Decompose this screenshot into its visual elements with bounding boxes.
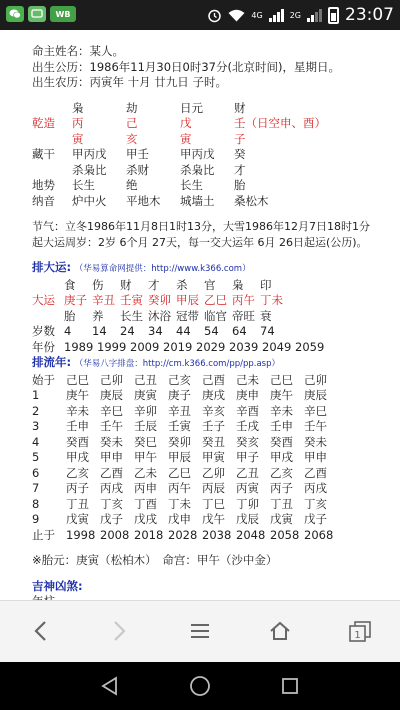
forward-button[interactable]: [100, 613, 140, 649]
liunian-row-label: 3: [32, 419, 40, 433]
signal-icon-2: [307, 9, 322, 22]
liunian-cell: 辛未: [66, 403, 89, 418]
dayun-shishen-row: 食 伤 财 才 杀 官 枭 印: [64, 277, 272, 292]
signal-icon: [269, 9, 284, 22]
dayun-title-row: [32, 260, 400, 278]
liunian-row: [32, 373, 400, 389]
grid-canggan-row: 藏干 甲丙戊 甲壬 甲丙戊 癸: [32, 147, 246, 161]
liunian-cell: 丙午: [168, 481, 191, 495]
liunian-cell: 己酉: [202, 372, 225, 387]
liunian-cell: 乙巳: [168, 465, 191, 480]
notification-icons: [6, 6, 76, 22]
liunian-cell: 己巳: [270, 372, 293, 387]
liunian-row-label: 7: [32, 481, 40, 495]
liunian-row-label: 6: [32, 465, 40, 480]
liunian-title: 排流年:: [32, 355, 72, 369]
info-lunar: 出生农历：丙寅年 十月 廿九日 子时。: [32, 75, 227, 89]
nav-home-button[interactable]: [178, 668, 222, 704]
liunian-row: [32, 404, 400, 420]
liunian-cell: 癸亥: [236, 434, 259, 449]
liunian-cell: 癸未: [304, 434, 327, 449]
grid-dishi-row: 地势 长生 绝 长生 胎: [32, 178, 246, 192]
grid-qianzao-row: 乾造 丙 己 戊 壬（日空申、酉）: [32, 116, 326, 130]
liunian-cell: 甲申: [100, 450, 123, 464]
liunian-row: [32, 497, 400, 513]
liunian-cell: 丁亥: [100, 496, 123, 511]
liunian-cell: 甲戌: [270, 450, 293, 464]
liunian-cell: 甲戌: [66, 450, 89, 464]
jieqi-line-2: 起大运周岁：2岁 6个月 27天，每一交大运年 6月 26日起运(公历)。: [32, 235, 368, 249]
liunian-row-label: 8: [32, 496, 40, 511]
dayun-title: 排大运:: [32, 260, 72, 274]
dayun-years-row: 年份 1989 1999 2009 2019 2029 2039 2049 2059: [32, 339, 325, 354]
liunian-cell: 丙子: [270, 481, 293, 495]
grid-nayin-row: 纳音 炉中火 平地木 城墙土 桑松木: [32, 193, 269, 208]
home-button[interactable]: [260, 613, 300, 649]
liunian-cell: 己亥: [168, 372, 191, 387]
liunian-cell: 乙卯: [202, 465, 225, 480]
liunian-row: [32, 512, 400, 528]
liunian-cell: 戊午: [202, 512, 225, 526]
square-recents-icon: [281, 677, 299, 695]
menu-button[interactable]: [180, 613, 220, 649]
liunian-cell: 甲寅: [202, 450, 225, 464]
liunian-cell: 癸酉: [66, 434, 89, 449]
liunian-cell: 乙酉: [100, 465, 123, 480]
liunian-cell: 己巳: [66, 372, 89, 387]
liunian-cell: 戊戌: [134, 512, 157, 526]
liunian-cell: 壬申: [270, 419, 293, 433]
liunian-cell: 丙辰: [202, 481, 225, 495]
liunian-row: [32, 466, 400, 482]
liunian-cell: 庚午: [270, 388, 293, 402]
chevron-right-icon: [113, 620, 127, 642]
liunian-cell: 癸酉: [270, 434, 293, 449]
circle-home-icon: [189, 675, 211, 697]
back-button[interactable]: [20, 613, 60, 649]
dayun-ages-row: 岁数 4 14 24 34 44 54 64 74: [32, 324, 275, 338]
nav-back-button[interactable]: [88, 668, 132, 704]
liunian-cell: 庚子: [168, 388, 191, 402]
grid-branches-row: 寅 亥 寅 子: [72, 131, 246, 146]
network-type-1: 4G: [251, 10, 263, 20]
wb-app-icon: WB: [50, 6, 76, 22]
liunian-cell: 壬寅: [168, 419, 191, 433]
chevron-left-icon: [33, 620, 47, 642]
liunian-end-row: 止于 1998 2008 2018 2028 2038 2048 2058 2068: [32, 527, 334, 542]
liunian-row-label: 5: [32, 450, 40, 464]
liunian-row: [32, 481, 400, 497]
tab-count: 1: [354, 630, 361, 641]
liunian-cell: 乙酉: [304, 465, 327, 480]
liunian-cell: 辛未: [270, 403, 293, 418]
liunian-cell: 壬辰: [134, 419, 157, 433]
liunian-cell: 己丑: [134, 372, 157, 387]
liunian-cell: 戊辰: [236, 512, 259, 526]
liunian-title-row: [32, 355, 400, 373]
liunian-cell: 庚寅: [134, 388, 157, 402]
liunian-cell: 丁亥: [304, 496, 327, 511]
liunian-cell: 戊子: [304, 512, 327, 526]
menu-icon: [190, 623, 210, 639]
liunian-cell: 丁卯: [236, 496, 259, 511]
liunian-cell: 庚辰: [304, 388, 327, 402]
liunian-cell: 丁巳: [202, 496, 225, 511]
liunian-cell: 癸卯: [168, 434, 191, 449]
liunian-cell: 壬午: [304, 419, 327, 433]
liunian-cell: 壬午: [100, 419, 123, 433]
status-right: [207, 5, 394, 25]
alarm-icon: [207, 8, 222, 23]
liunian-cell: 壬申: [66, 419, 89, 433]
liunian-cell: 庚辰: [100, 388, 123, 402]
liunian-cell: 戊寅: [66, 512, 89, 526]
liunian-cell: 壬戌: [236, 419, 259, 433]
status-bar: [0, 0, 400, 30]
liunian-cell: 甲午: [134, 450, 157, 464]
liunian-row: [32, 435, 400, 451]
liunian-cell: 癸丑: [202, 434, 225, 449]
liunian-cell: 丁丑: [66, 496, 89, 511]
liunian-cell: 乙丑: [236, 465, 259, 480]
liunian-row-label: 始于: [32, 372, 55, 387]
network-type-2: 2G: [289, 10, 301, 20]
liunian-cell: 甲辰: [168, 450, 191, 464]
liunian-cell: 辛丑: [168, 403, 191, 418]
liunian-cell: 丙申: [134, 481, 157, 495]
liunian-row: [32, 450, 400, 466]
liunian-cell: 丙戌: [100, 481, 123, 495]
liunian-cell: 乙未: [134, 465, 157, 480]
tabs-icon: [348, 620, 372, 642]
liunian-cell: 辛亥: [202, 403, 225, 418]
liunian-cell: 丙寅: [236, 481, 259, 495]
nav-recents-button[interactable]: [268, 668, 312, 704]
liunian-cell: 丁酉: [134, 496, 157, 511]
liunian-cell: 戊申: [168, 512, 191, 526]
liunian-cell: 丙子: [66, 481, 89, 495]
liunian-cell: 戊寅: [270, 512, 293, 526]
clock: 23:07: [345, 5, 394, 25]
liunian-cell: 乙亥: [66, 465, 89, 480]
liunian-cell: 戊子: [100, 512, 123, 526]
liunian-row-label: 1: [32, 388, 40, 402]
bazi-grid: [32, 101, 400, 210]
liunian-cell: 庚戌: [202, 388, 225, 402]
liunian-row-label: 9: [32, 512, 40, 526]
liunian-cell: 己卯: [100, 372, 123, 387]
liunian-cell: 壬子: [202, 419, 225, 433]
liunian-cell: 庚午: [66, 388, 89, 402]
liunian-cell: 乙亥: [270, 465, 293, 480]
liunian-row: [32, 419, 400, 435]
grid-header-row: 枭 劫 日元 财: [72, 100, 246, 115]
liunian-cell: 丁未: [168, 496, 191, 511]
liunian-row-label: 4: [32, 434, 40, 449]
wifi-icon: [228, 9, 245, 22]
liunian-cell: 丁丑: [270, 496, 293, 511]
page-content[interactable]: [0, 30, 400, 600]
home-icon: [269, 621, 291, 641]
liunian-cell: 辛巳: [100, 403, 123, 418]
liunian-cell: 辛巳: [304, 403, 327, 418]
android-nav-bar: [0, 662, 400, 710]
liunian-cell: 甲子: [236, 450, 259, 464]
liunian-cell: 己未: [236, 372, 259, 387]
dayun-source-link[interactable]: （华易算命网提供：http://www.k366.com）: [74, 264, 251, 274]
liunian-source-link[interactable]: （华易八字排盘：http://cm.k366.com/pp/pp.asp）: [74, 359, 281, 369]
dayun-pillars-row: 大运 庚子 辛丑 壬寅 癸卯 甲辰 乙巳 丙午 丁未: [32, 293, 283, 307]
liunian-cell: 癸未: [100, 434, 123, 449]
liunian-cell: 庚申: [236, 388, 259, 402]
liunian-row-label: 2: [32, 403, 40, 418]
liunian-row: [32, 388, 400, 404]
liunian-cell: 癸巳: [134, 434, 157, 449]
liunian-cell: 丙戌: [304, 481, 327, 495]
triangle-back-icon: [100, 676, 120, 696]
message-icon: [28, 6, 46, 22]
jieqi-line-1: 节气：立冬1986年11月8日1时13分，大雪1986年12月7日18时1分: [32, 220, 370, 233]
liunian-cell: 甲申: [304, 450, 327, 464]
tabs-button[interactable]: [340, 613, 380, 649]
grid-shishen-row: 杀枭比 杀财 杀枭比 才: [72, 162, 246, 177]
liunian-cell: 辛酉: [236, 403, 259, 418]
taiyuan-line: ※胎元：庚寅（松柏木） 命宫：甲午（沙中金）: [32, 553, 278, 567]
liunian-cell: 己卯: [304, 372, 327, 387]
wechat-icon: [6, 6, 24, 22]
battery-icon: [328, 7, 339, 24]
info-name: 命主姓名：某人。: [32, 44, 124, 58]
liunian-cell: 辛卯: [134, 403, 157, 418]
jishen-title: 吉神凶煞:: [32, 578, 83, 593]
info-solar: 出生公历：1986年11月30日0时37分(北京时间)，星期日。: [32, 59, 340, 74]
browser-toolbar: [0, 600, 400, 662]
dayun-dishi-row: 胎 养 长生 沐浴 冠带 临官 帝旺 衰: [64, 308, 272, 323]
liunian-table: [32, 373, 400, 528]
